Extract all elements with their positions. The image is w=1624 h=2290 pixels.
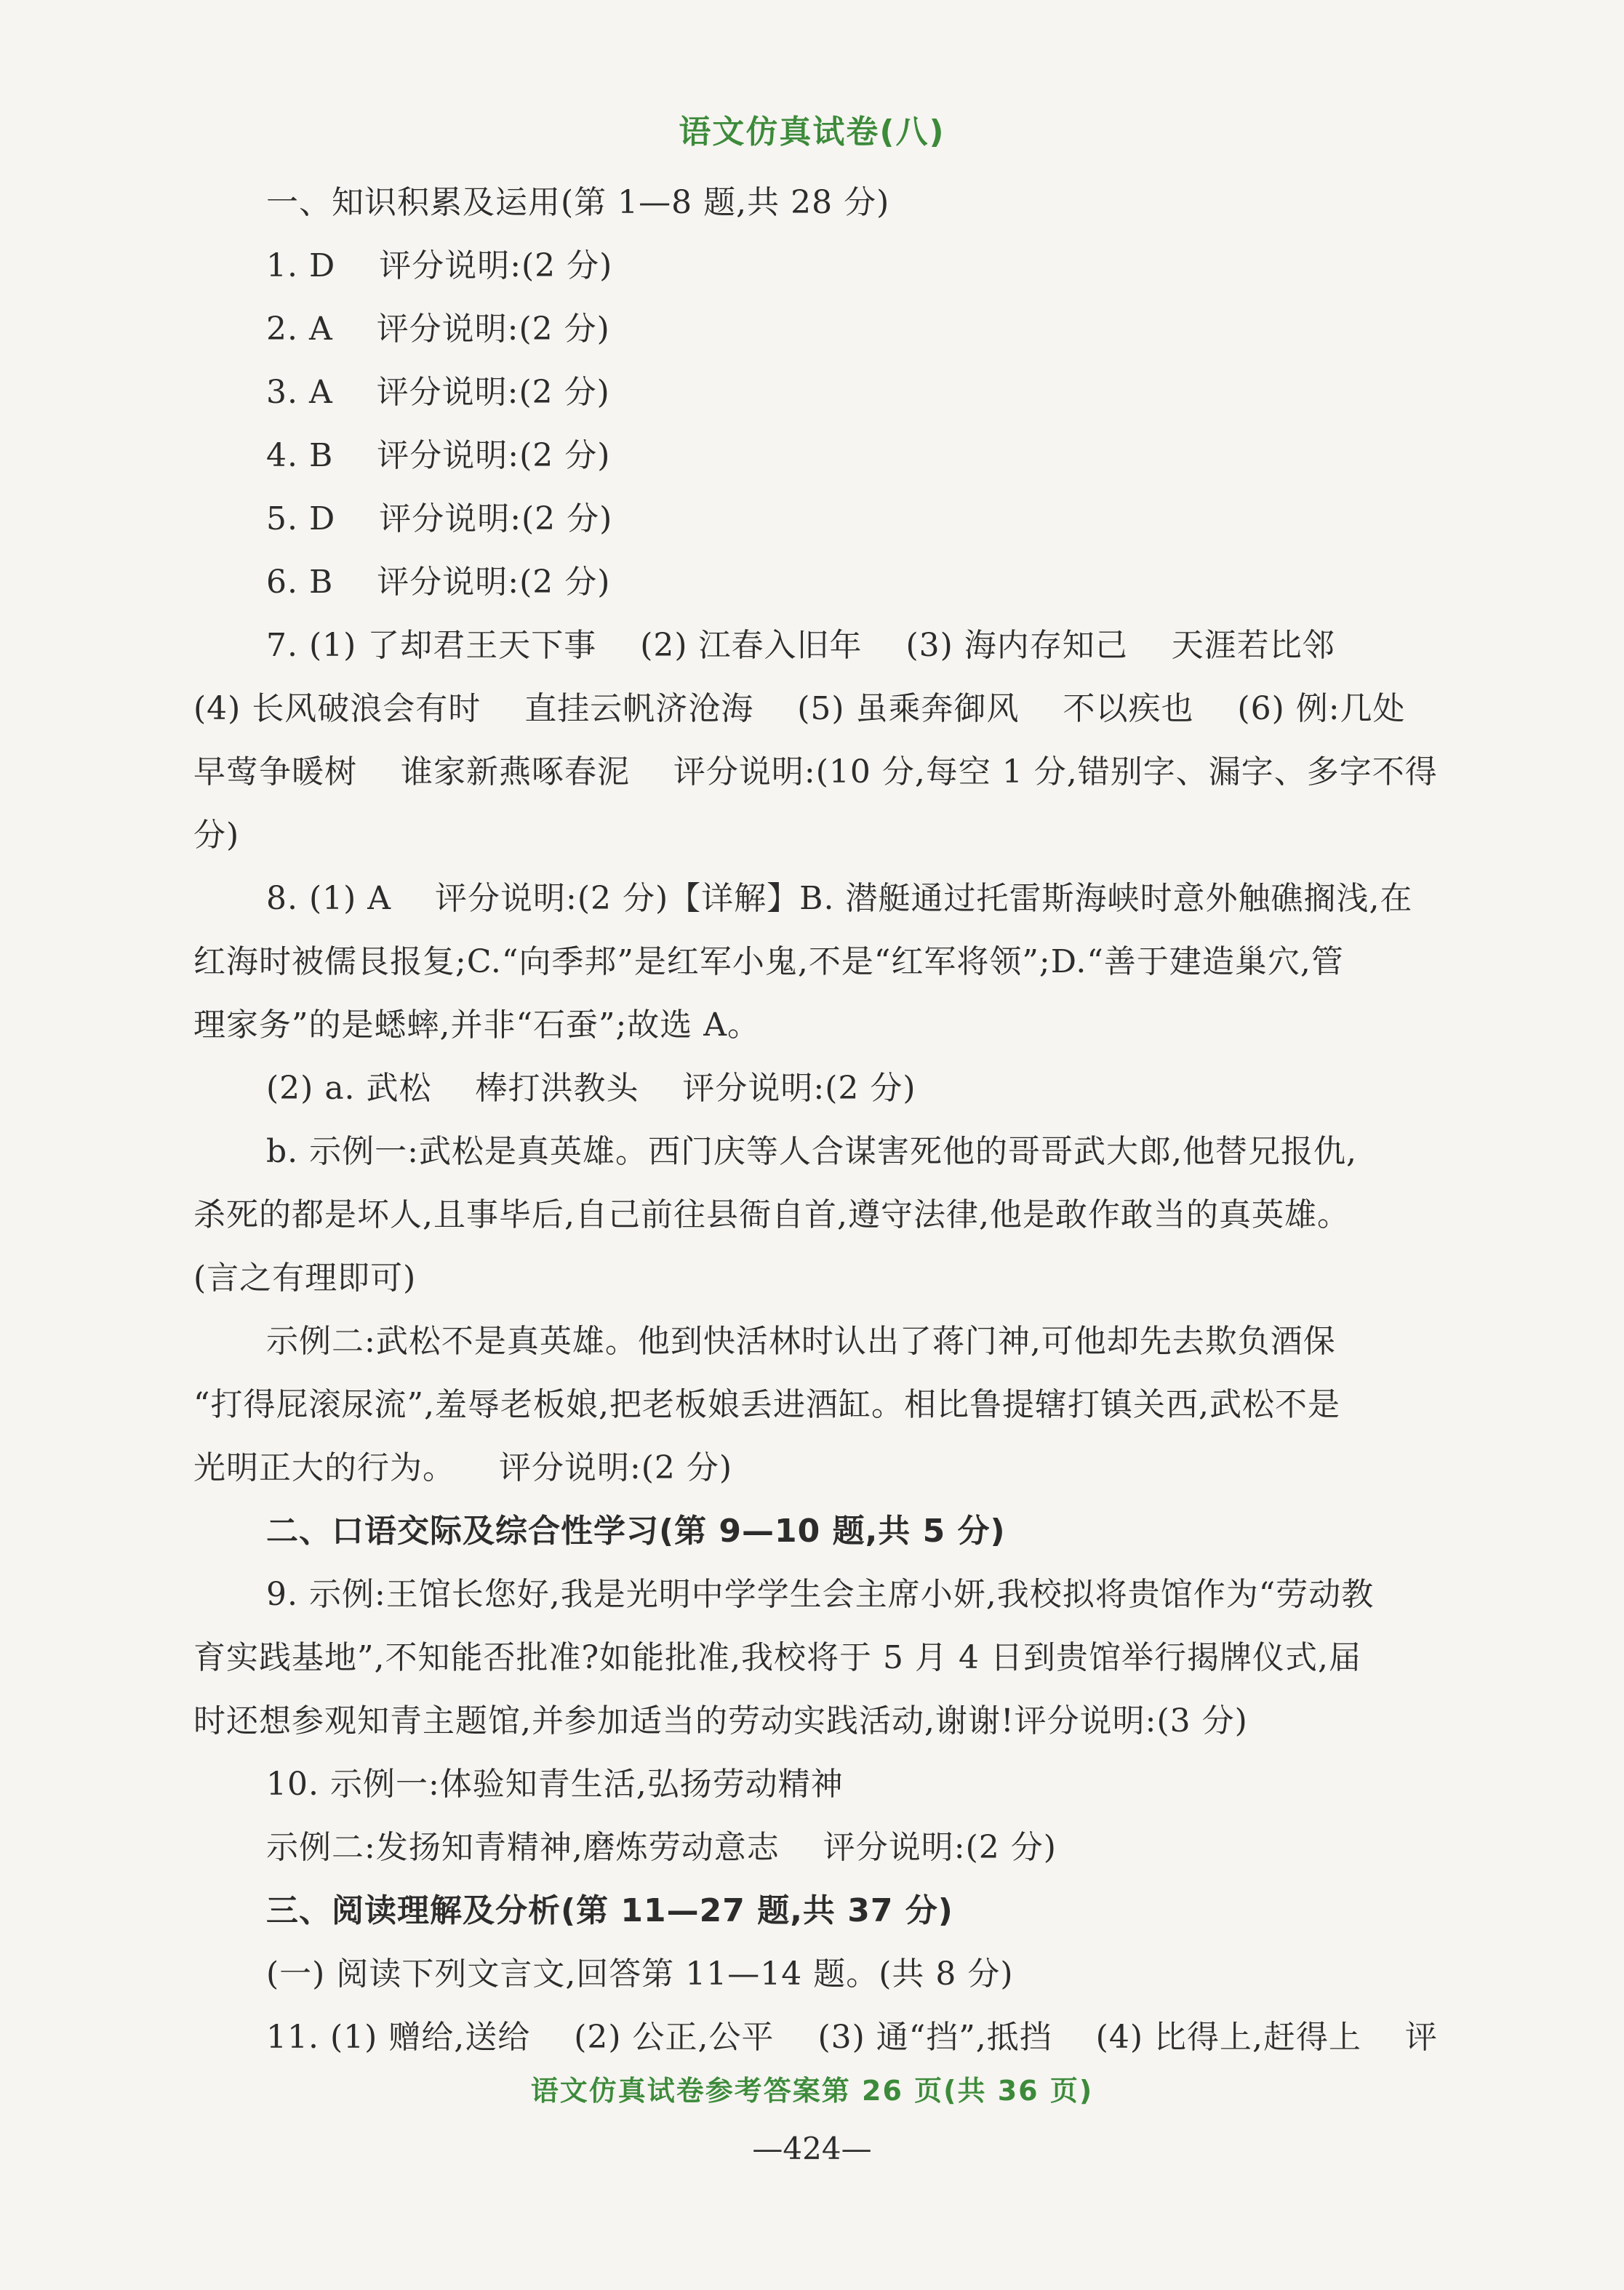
text-line: (4) 长风破浪会有时 直挂云帆济沧海 (5) 虽乘奔御风 不以疾也 (6) 例:几处 [193,690,1406,727]
text-line: (2) a. 武松 棒打洪教头 评分说明:(2 分) [266,1070,916,1107]
text-line: “打得屁滚尿流”,羞辱老板娘,把老板娘丢进酒缸。相比鲁提辖打镇关西,武松不是 [193,1386,1340,1423]
text-line: 2. A 评分说明:(2 分) [266,311,610,348]
page-footer: 语文仿真试卷参考答案第 26 页(共 36 页) [530,2075,1094,2107]
page-number: —424— [752,2131,872,2166]
text-line: 三、阅读理解及分析(第 11—27 题,共 37 分) [266,1892,953,1929]
text-line: (言之有理即可) [193,1260,417,1297]
text-line: 时还想参观知青主题馆,并参加适当的劳动实践活动,谢谢!评分说明:(3 分) [193,1702,1248,1739]
text-line: 分) [193,817,240,854]
text-line: 9. 示例:王馆长您好,我是光明中学学生会主席小妍,我校拟将贵馆作为“劳动教 [266,1576,1375,1613]
text-line: 10. 示例一:体验知青生活,弘扬劳动精神 [266,1766,844,1803]
text-line: 光明正大的行为。 评分说明:(2 分) [193,1449,733,1486]
text-line: 早莺争暖树 谁家新燕啄春泥 评分说明:(10 分,每空 1 分,错别字、漏字、多字不得 [193,753,1438,790]
text-line: 一、知识积累及运用(第 1—8 题,共 28 分) [266,184,890,221]
text-line: 二、口语交际及综合性学习(第 9—10 题,共 5 分) [266,1513,1006,1550]
text-line: 1. D 评分说明:(2 分) [266,247,613,284]
answer-content [193,171,1470,2069]
text-line: 3. A 评分说明:(2 分) [266,374,610,411]
text-line: b. 示例一:武松是真英雄。西门庆等人合谋害死他的哥哥武大郎,他替兄报仇, [266,1133,1357,1170]
text-line: 理家务”的是蟋蟀,并非“石蚕”;故选 A。 [193,1006,761,1044]
text-line: 4. B 评分说明:(2 分) [266,437,611,474]
text-line: 示例二:武松不是真英雄。他到快活林时认出了蒋门神,可他却先去欺负酒保 [266,1323,1336,1360]
text-line: 11. (1) 赠给,送给 (2) 公正,公平 (3) 通“挡”,抵挡 (4) 比得上,赶得上 评 [266,2019,1438,2056]
text-line: 杀死的都是坏人,且事毕后,自己前往县衙自首,遵守法律,他是敢作敢当的真英雄。 [193,1196,1350,1233]
text-line: 5. D 评分说明:(2 分) [266,500,613,537]
text-line: 6. B 评分说明:(2 分) [266,564,611,601]
text-line: 红海时被儒艮报复;C.“向季邦”是红军小鬼,不是“红军将领”;D.“善于建造巢穴,管 [193,943,1344,980]
text-line: 育实践基地”,不知能否批准?如能批准,我校将于 5 月 4 日到贵馆举行揭牌仪式,届 [193,1639,1361,1676]
text-line: 示例二:发扬知青精神,磨炼劳动意志 评分说明:(2 分) [266,1829,1057,1866]
text-line: (一) 阅读下列文言文,回答第 11—14 题。(共 8 分) [266,1955,1014,1993]
page-title: 语文仿真试卷(八) [679,113,945,151]
text-line: 8. (1) A 评分说明:(2 分)【详解】B. 潜艇通过托雷斯海峡时意外触礁搁浅,在 [266,880,1413,917]
text-line: 7. (1) 了却君王天下事 (2) 江春入旧年 (3) 海内存知己 天涯若比邻 [266,627,1335,664]
